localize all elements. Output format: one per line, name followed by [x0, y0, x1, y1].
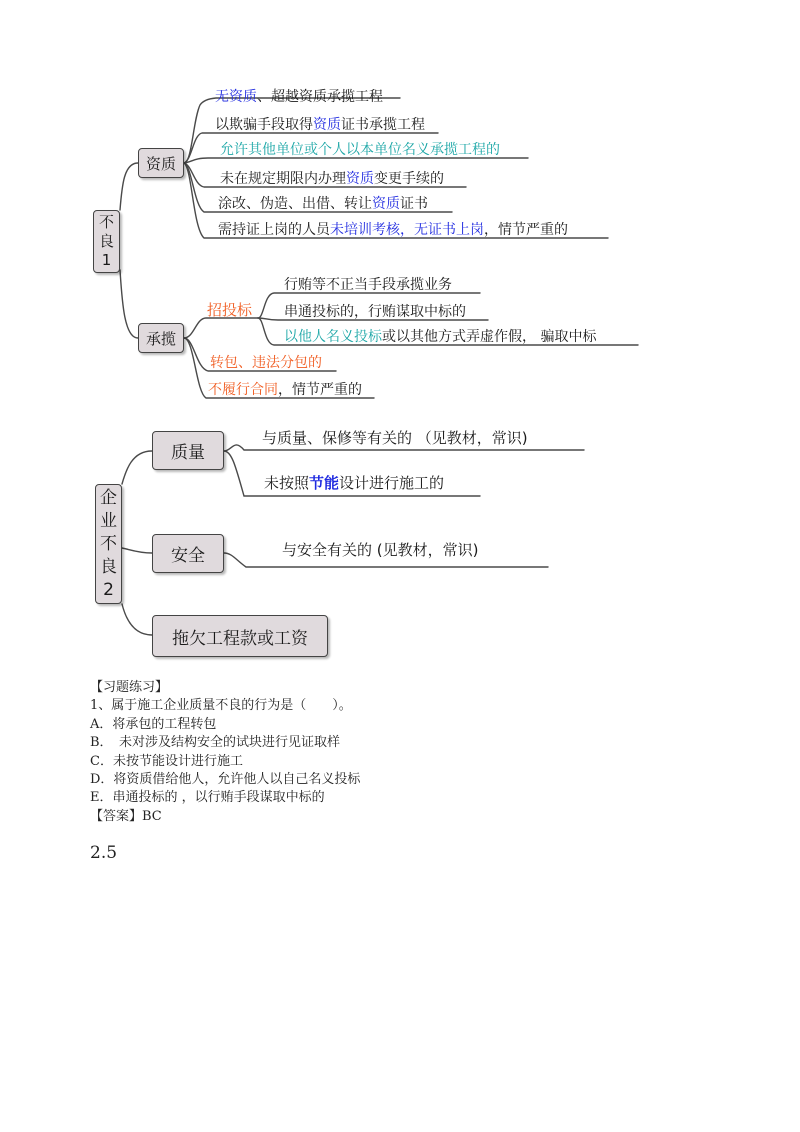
text-run: 与安全有关的 (见教材，常识) — [282, 541, 479, 559]
text-run: 涂改、伪造、出借、转让 — [218, 196, 372, 212]
text-run: 设计进行施工的 — [339, 474, 445, 492]
text-run: 未在规定期限内办理 — [220, 171, 346, 187]
text-run: 资质 — [346, 171, 374, 187]
branch-label: 资质 — [145, 154, 176, 173]
text-run: 或以其他方式弄虚作假， 骗取中标 — [382, 329, 597, 345]
text-run: 串通投标的，行贿谋取中标的 — [284, 304, 466, 320]
qualification-item-4 — [220, 172, 444, 186]
option-c: C．未按节能设计进行施工 — [90, 753, 243, 769]
root-node-label: 企业不良2 — [100, 487, 117, 600]
text-run: 变更手续的 — [374, 171, 444, 187]
text-run: 未按照 — [264, 474, 310, 492]
text-run: 、超越资质承揽工程 — [257, 89, 383, 105]
text-run: 需持证上岗的人员 — [218, 222, 330, 238]
root-node-enterprise-bad-2 — [95, 484, 122, 604]
exercise-question: 1、属于施工企业质量不良的行为是（ ）。 — [90, 698, 352, 714]
text-run: 证书 — [400, 196, 428, 212]
subcontract-item — [210, 356, 322, 370]
section-number: 2.5 — [90, 843, 118, 863]
exercise-heading: 【习题练习】 — [90, 680, 169, 695]
text-run: 以欺骗手段取得 — [215, 117, 313, 133]
qualification-item-2 — [215, 118, 425, 132]
option-e: E．串通投标的 ，以行贿手段谋取中标的 — [90, 790, 325, 806]
branch-label: 拖欠工程款或工资 — [172, 628, 308, 649]
quality-item-1 — [262, 431, 528, 446]
qualification-item-5 — [218, 197, 428, 211]
root-node-label: 不良1 — [98, 213, 114, 269]
branch-node-qualification — [138, 148, 184, 178]
bidding-label — [207, 303, 252, 318]
branch-label: 质量 — [171, 443, 205, 463]
text-run: 与质量、保修等有关的 （见教材，常识) — [262, 429, 528, 447]
qualification-item-1 — [215, 90, 383, 104]
text-run: 不履行合同 — [208, 382, 278, 398]
root-node-bad-1 — [93, 210, 120, 273]
branch-node-contracting — [138, 323, 184, 353]
text-run: 无资质 — [215, 89, 257, 105]
bidding-item-1 — [284, 278, 452, 292]
text-run: 节能 — [309, 474, 340, 492]
option-d: D．将资质借给他人，允许他人以自己名义投标 — [90, 772, 361, 788]
text-run: 招投标 — [207, 301, 253, 319]
bidding-item-2 — [284, 305, 466, 319]
text-run: ，情节严重的 — [484, 222, 568, 238]
text-run: 允许其他单位或个人以本单位名义承揽工程的 — [220, 142, 500, 158]
text-run: 证书承揽工程 — [341, 117, 425, 133]
text-run: 资质 — [372, 196, 400, 212]
text-run: 未培训考核，无证书上岗 — [330, 222, 484, 238]
text-run: 以他人名义投标 — [284, 329, 382, 345]
option-a: A．将承包的工程转包 — [90, 716, 217, 732]
text-run: ，情节严重的 — [278, 382, 362, 398]
branch-node-safety — [152, 534, 224, 573]
quality-item-2 — [264, 476, 444, 491]
option-b: B． 未对涉及结构安全的试块进行见证取样 — [90, 735, 341, 751]
bidding-item-3 — [284, 330, 596, 344]
branch-label: 承揽 — [145, 329, 176, 348]
text-run: 行贿等不正当手段承揽业务 — [284, 277, 452, 293]
safety-item-1 — [282, 543, 478, 558]
qualification-item-3 — [220, 143, 500, 157]
exercise-block — [90, 679, 360, 826]
contract-item — [208, 383, 362, 397]
qualification-item-6 — [218, 223, 568, 237]
exercise-answer: 【答案】BC — [90, 808, 162, 824]
branch-node-quality — [152, 431, 224, 470]
branch-label: 安全 — [171, 546, 205, 566]
text-run: 资质 — [313, 117, 341, 133]
branch-node-arrears — [152, 615, 328, 657]
text-run: 转包、违法分包的 — [210, 355, 322, 371]
